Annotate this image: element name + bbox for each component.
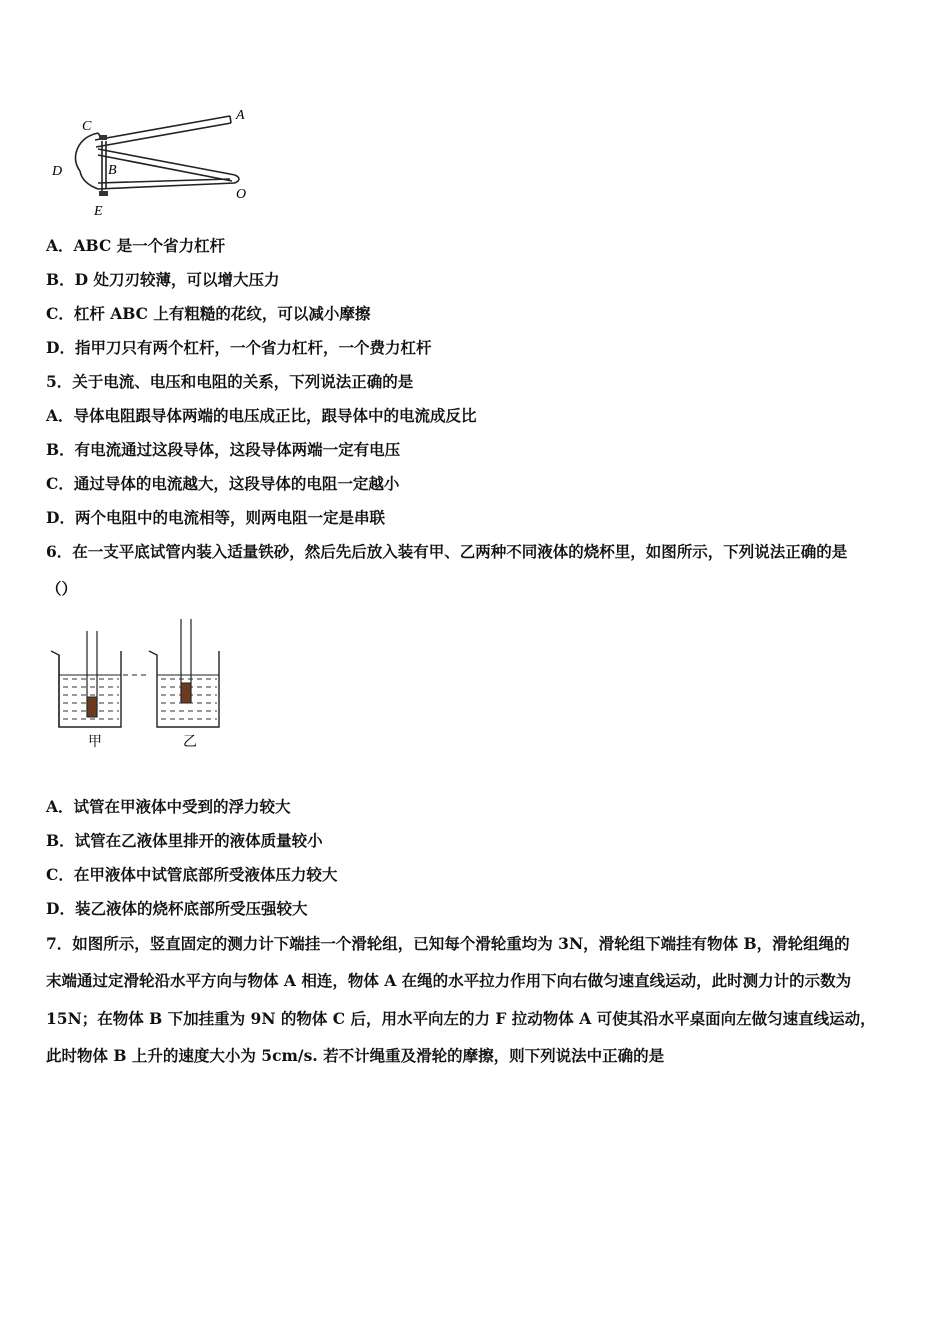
q6-stem-line-2: （）: [46, 579, 78, 598]
beakers-drawing: [45, 615, 235, 755]
q7-stem-line-4: 此时物体 B 上升的速度大小为 5cm/s. 若不计绳重及滑轮的摩擦，则下列说法中正确的是: [46, 1046, 665, 1065]
label-o: O: [236, 187, 247, 202]
q5-stem: 5．关于电流、电压和电阻的关系，下列说法正确的是: [46, 372, 414, 391]
q7-stem-line-2: 末端通过定滑轮沿水平方向与物体 A 相连，物体 A 在绳的水平拉力作用下向右做匀速直线运动，此时测力计的示数为: [46, 971, 852, 990]
label-e: E: [94, 204, 103, 219]
q6-option-b: B．试管在乙液体里排开的液体质量较小: [46, 831, 323, 850]
q5-option-c: C．通过导体的电流越大，这段导体的电阻一定越小: [46, 474, 400, 493]
label-a: A: [236, 108, 245, 123]
q4-option-c: C．杠杆 ABC 上有粗糙的花纹，可以减小摩擦: [46, 304, 371, 323]
pin-top-cap: [99, 135, 107, 140]
pin-bottom-cap: [99, 191, 108, 196]
q6-option-a: A．试管在甲液体中受到的浮力较大: [46, 797, 291, 816]
iron-sand-right: [181, 683, 191, 703]
q5-option-d: D．两个电阻中的电流相等，则两电阻一定是串联: [46, 508, 385, 527]
q6-option-d: D．装乙液体的烧杯底部所受压强较大: [46, 899, 308, 918]
label-b: B: [108, 163, 117, 178]
q7-stem-line-3: 15N；在物体 B 下加挂重为 9N 的物体 C 后，用水平向左的力 F 拉动物体 A 可使其沿水平桌面向左做匀速直线运动，: [46, 1009, 876, 1028]
q6-stem-line-1: 6．在一支平底试管内装入适量铁砂，然后先后放入装有甲、乙两种不同液体的烧杯里，如图所示，下列说法正确的是: [46, 542, 848, 561]
beakers-figure: [45, 615, 235, 755]
beaker-left: [51, 651, 121, 727]
label-c: C: [82, 119, 92, 134]
q5-option-a: A．导体电阻跟导体两端的电压成正比，跟导体中的电流成反比: [46, 406, 477, 425]
nail-clipper-drawing: [40, 105, 270, 225]
iron-sand-left: [87, 697, 97, 717]
beaker-label-left: 甲: [88, 735, 102, 750]
q4-option-a: A．ABC 是一个省力杠杆: [46, 236, 226, 255]
q4-option-b: B．D 处刀刃较薄，可以增大压力: [46, 270, 280, 289]
label-d: D: [52, 164, 63, 179]
beaker-label-right: 乙: [183, 735, 197, 750]
q6-option-c: C．在甲液体中试管底部所受液体压力较大: [46, 865, 338, 884]
q5-option-b: B．有电流通过这段导体，这段导体两端一定有电压: [46, 440, 401, 459]
q4-option-d: D．指甲刀只有两个杠杆，一个省力杠杆，一个费力杠杆: [46, 338, 432, 357]
nail-clipper-figure: [40, 105, 270, 225]
q7-stem-line-1: 7．如图所示，竖直固定的测力计下端挂一个滑轮组，已知每个滑轮重均为 3N，滑轮组下端挂有物体 B，滑轮组绳的: [46, 934, 850, 953]
